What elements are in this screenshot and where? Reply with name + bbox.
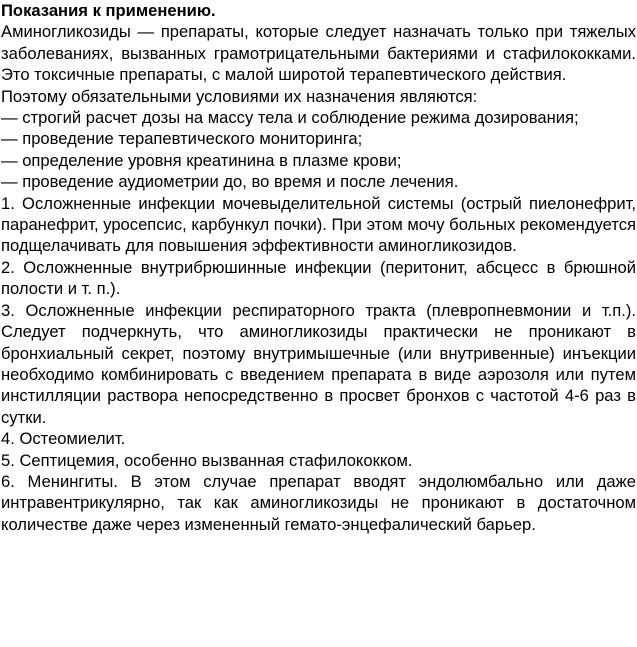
condition-item-creatinine: — определение уровня креатинина в плазме крови; — [1, 150, 402, 170]
section-heading: Показания к применению. — [1, 1, 216, 20]
conditions-intro: Поэтому обязательными условиями их назначения являются: — [1, 86, 478, 106]
indication-item-meningitis: 6. Менингиты. В этом случае препарат вводят эндолюмбально или даже интравентрикулярно, так как аминогликозиды не проникают в достаточном количестве даже через измененный гемато-энцефалический барьер. — [1, 471, 636, 534]
indication-item-respiratory: 3. Осложненные инфекции респираторного тракта (плевропневмонии и т.п.). Следует подчеркнуть, что аминогликозиды практически не проникают в бронхиальный секрет, поэтому внутримышечные (или внутривенные) инъекции необходимо комбинировать с введением препарата в виде аэрозоля или путем инстилляции раствора непосредственно в просвет бронхов с частотой 4-6 раз в сутки. — [1, 300, 636, 427]
indication-item-intraabdominal: 2. Осложненные внутрибрюшинные инфекции (перитонит, абсцесс в брюшной полости и т. п.). — [1, 257, 636, 299]
indication-item-urinary: 1. Осложненные инфекции мочевыделительной системы (острый пиелонефрит, паранефрит, уросепсис, карбункул почки). При этом мочу больных рекомендуется подщелачивать для повышения эффективности аминогликозидов. — [1, 193, 636, 256]
condition-item-monitoring: — проведение терапевтического мониторинга; — [1, 129, 363, 149]
intro-paragraph: Аминогликозиды — препараты, которые следует назначать только при тяжелых заболеваниях, вызванных грамотрицательными бактериями и стафилококками. Это токсичные препараты, с малой широтой терапевтического действия. — [1, 22, 636, 85]
condition-item-audiometry: — проведение аудиометрии до, во время и после лечения. — [1, 172, 459, 192]
indication-item-septicemia: 5. Септицемия, особенно вызванная стафилококком. — [1, 450, 413, 470]
document-body — [1, 0, 636, 535]
indication-item-osteomyelitis: 4. Остеомиелит. — [1, 429, 126, 449]
condition-item-dosing: — строгий расчет дозы на массу тела и соблюдение режима дозирования; — [1, 108, 579, 128]
